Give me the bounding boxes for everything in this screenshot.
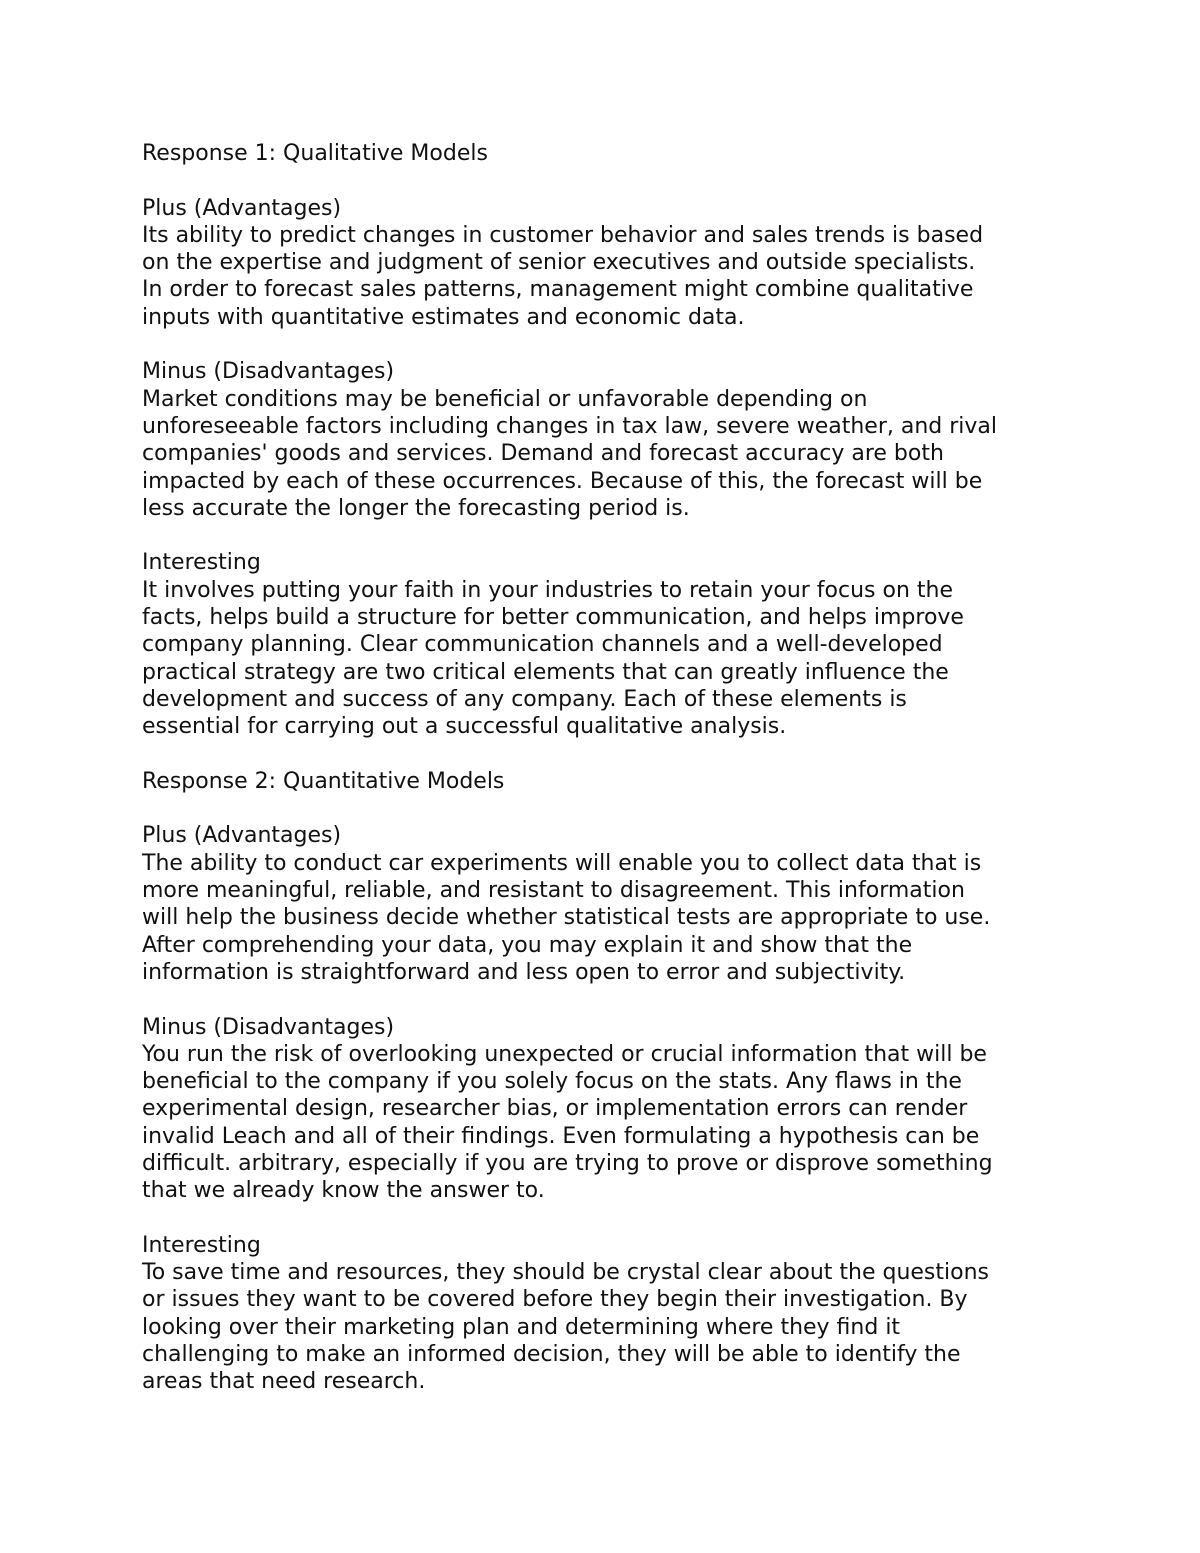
response-2-minus-heading: Minus (Disadvantages)	[142, 1014, 395, 1040]
paragraph-line: It involves putting your faith in your industries to retain your focus on the	[142, 577, 954, 603]
paragraph-line: practical strategy are two critical elements that can greatly influence the	[142, 659, 949, 685]
response-1-interesting-section	[142, 549, 1082, 740]
paragraph-line: more meaningful, reliable, and resistant to disagreement. This information	[142, 878, 965, 904]
paragraph-line: experimental design, researcher bias, or implementation errors can render	[142, 1096, 968, 1122]
paragraph-line: beneficial to the company if you solely focus on the stats. Any flaws in the	[142, 1069, 962, 1095]
response-1-title-block	[142, 140, 1082, 167]
document-body	[142, 140, 1082, 1423]
response-1-title: Response 1: Qualitative Models	[142, 141, 488, 166]
paragraph-line: or issues they want to be covered before they begin their investigation. By	[142, 1287, 968, 1313]
response-1-plus-heading: Plus (Advantages)	[142, 195, 342, 221]
response-2-interesting-heading: Interesting	[142, 1232, 261, 1258]
response-2-plus-section	[142, 822, 1082, 986]
paragraph-line: development and success of any company. Each of these elements is	[142, 686, 907, 712]
paragraph-line: To save time and resources, they should be crystal clear about the questions	[142, 1260, 989, 1286]
paragraph-line: inputs with quantitative estimates and economic data.	[142, 304, 745, 330]
paragraph-line: essential for carrying out a successful qualitative analysis.	[142, 714, 787, 740]
paragraph-line: on the expertise and judgment of senior executives and outside specialists.	[142, 250, 976, 276]
paragraph-line: challenging to make an informed decision, they will be able to identify the	[142, 1342, 961, 1368]
paragraph-line: After comprehending your data, you may explain it and show that the	[142, 932, 913, 958]
response-1-minus-heading: Minus (Disadvantages)	[142, 359, 395, 385]
paragraph-line: areas that need research.	[142, 1369, 426, 1395]
paragraph-line: You run the risk of overlooking unexpected or crucial information that will be	[142, 1041, 987, 1067]
response-1-minus-section	[142, 358, 1082, 522]
paragraph-line: that we already know the answer to.	[142, 1178, 545, 1204]
paragraph-line: will help the business decide whether statistical tests are appropriate to use.	[142, 905, 991, 931]
paragraph-line: unforeseeable factors including changes in tax law, severe weather, and rival	[142, 413, 998, 439]
paragraph-line: information is straightforward and less open to error and subjectivity.	[142, 959, 906, 985]
response-2-interesting-section	[142, 1232, 1082, 1396]
response-1-plus-section	[142, 195, 1082, 331]
response-2-plus-heading: Plus (Advantages)	[142, 823, 342, 849]
paragraph-line: facts, helps build a structure for better communication, and helps improve	[142, 605, 964, 631]
paragraph-line: company planning. Clear communication channels and a well-developed	[142, 632, 943, 658]
paragraph-line: looking over their marketing plan and determining where they find it	[142, 1314, 901, 1340]
paragraph-line: Market conditions may be beneficial or unfavorable depending on	[142, 386, 868, 412]
paragraph-line: The ability to conduct car experiments will enable you to collect data that is	[142, 850, 982, 876]
paragraph-line: companies' goods and services. Demand and forecast accuracy are both	[142, 441, 944, 467]
paragraph-line: impacted by each of these occurrences. Because of this, the forecast will be	[142, 468, 983, 494]
paragraph-line: Its ability to predict changes in customer behavior and sales trends is based	[142, 222, 984, 248]
response-2-title: Response 2: Quantitative Models	[142, 768, 505, 794]
paragraph-line: invalid Leach and all of their findings. Even formulating a hypothesis can be	[142, 1123, 980, 1149]
paragraph-line: difficult. arbitrary, especially if you are trying to prove or disprove something	[142, 1150, 993, 1176]
response-1-interesting-heading: Interesting	[142, 550, 261, 576]
response-2-title-block	[142, 768, 1082, 795]
paragraph-line: less accurate the longer the forecasting period is.	[142, 495, 690, 521]
response-2-minus-section	[142, 1014, 1082, 1205]
paragraph-line: In order to forecast sales patterns, management might combine qualitative	[142, 277, 974, 303]
